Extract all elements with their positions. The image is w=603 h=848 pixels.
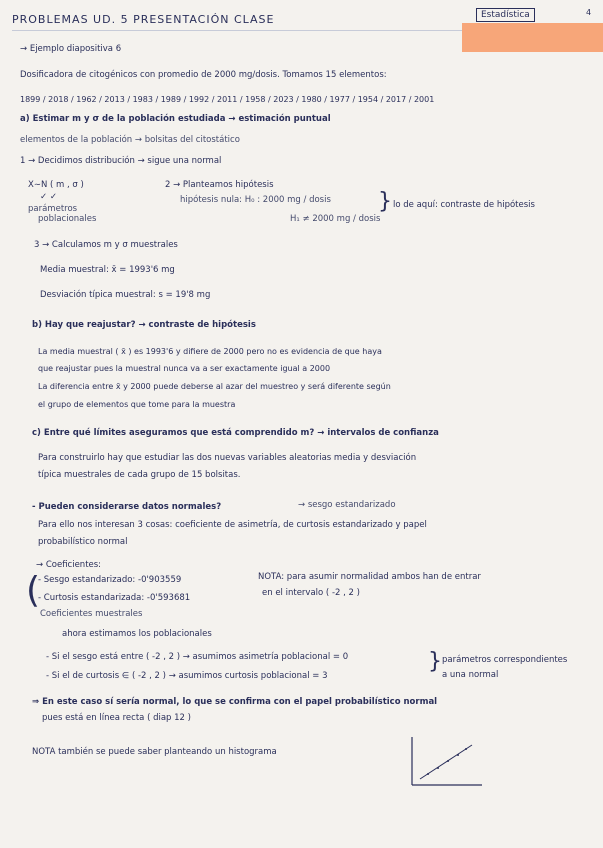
plot-point: [447, 760, 449, 762]
parameters-label: parámetros: [28, 204, 78, 214]
section-b-line-4: el grupo de elementos que tome para la muestra: [38, 400, 236, 409]
page-number: 4: [586, 8, 592, 17]
normality-note: NOTA: para asumir normalidad ambos han de entrar: [258, 572, 481, 582]
normal-parameters-note-2: a una normal: [442, 670, 499, 680]
section-c-heading: c) Entre qué límites aseguramos que está comprendido m? → intervalos de confianza: [32, 428, 439, 438]
section-b-heading: b) Hay que reajustar? → contraste de hipótesis: [32, 320, 256, 330]
subject-tag: Estadística: [476, 8, 535, 22]
conclusion-line-2: pues está en línea recta ( diap 12 ): [42, 713, 191, 723]
histogram-note: NOTA también se puede saber planteando un histograma: [32, 747, 277, 757]
step-3-calculate: 3 → Calculamos m y σ muestrales: [34, 240, 178, 250]
probability-plot-sketch: [402, 733, 484, 791]
step-1-distribution: 1 → Decidimos distribución → sigue una normal: [20, 156, 222, 166]
population-label: poblacionales: [38, 214, 97, 224]
section-b-line-3: La diferencia entre x̄ y 2000 puede deberse al azar del muestreo y será diferente según: [38, 382, 391, 391]
section-c-line-1: Para construirlo hay que estudiar las dos nuevas variables aleatorias media y desviación: [38, 453, 417, 463]
coefficients-brace: (: [26, 570, 41, 611]
sample-std-dev: Desviación típica muestral: s = 19'8 mg: [40, 290, 211, 300]
population-elements-note: elementos de la población → bolsitas del citostático: [20, 135, 240, 145]
skewness-annotation: → sesgo estandarizado: [298, 500, 396, 510]
plot-point: [457, 754, 459, 756]
interval-note: en el intervalo ( -2 , 2 ): [262, 588, 360, 598]
kurtosis-value: - Curtosis estandarizada: -0'593681: [38, 593, 191, 603]
problem-statement: Dosificadora de citogénicos con promedio de 2000 mg/dosis. Tomamos 15 elementos:: [20, 70, 387, 80]
section-a-heading: a) Estimar m y σ de la población estudiada → estimación puntual: [20, 114, 331, 124]
normality-line-2: probabilístico normal: [38, 537, 128, 547]
kurtosis-criterion: - Si el de curtosis ∈ ( -2 , 2 ) → asumimos curtosis poblacional = 3: [46, 671, 328, 681]
section-b-line-1: La media muestral ( x̄ ) es 1993'6 y difiere de 2000 pero no es evidencia de que haya: [38, 347, 382, 356]
criteria-brace: }: [428, 649, 442, 674]
section-b-line-2: que reajustar pues la muestral nunca va a ser exactamente igual a 2000: [38, 364, 331, 373]
header-rule: [12, 30, 462, 31]
sample-coefficients-label: Coeficientes muestrales: [40, 609, 143, 619]
estimate-population-note: ahora estimamos los poblacionales: [62, 629, 212, 639]
step-2-hypotheses: 2 → Planteamos hipótesis: [165, 180, 274, 190]
plot-point: [437, 767, 439, 769]
null-hypothesis: hipótesis nula: H₀ : 2000 mg / dosis: [180, 195, 331, 205]
normal-model: X∼N ( m , σ ): [28, 180, 84, 190]
page-header-title: PROBLEMAS UD. 5 PRESENTACIÓN CLASE: [12, 13, 275, 26]
normality-question: - Pueden considerarse datos normales?: [32, 502, 222, 512]
hypothesis-brace: }: [378, 189, 392, 214]
skewness-criterion: - Si el sesgo está entre ( -2 , 2 ) → asumimos asimetría poblacional = 0: [46, 652, 349, 662]
skewness-value: - Sesgo estandarizado: -0'903559: [38, 575, 182, 585]
coefficients-heading: → Coeficientes:: [36, 560, 102, 570]
data-values: 1899 / 2018 / 1962 / 2013 / 1983 / 1989 / 1992 / 2011 / 1958 / 2023 / 1980 / 1977 / 1954 / 2017 / 2001: [20, 95, 435, 104]
plot-point: [465, 748, 467, 750]
plot-point: [427, 773, 429, 775]
alternative-hypothesis: H₁ ≠ 2000 mg / dosis: [290, 214, 381, 224]
normality-line-1: Para ello nos interesan 3 cosas: coeficiente de asimetría, de curtosis estandarizado y papel: [38, 520, 427, 530]
conclusion-line-1: ⇒ En este caso sí sería normal, lo que se confirma con el papel probabilístico normal: [32, 697, 438, 707]
section-c-line-2: típica muestrales de cada grupo de 15 bolsitas.: [38, 470, 241, 480]
orange-sticky-note: [462, 23, 603, 52]
parameter-checkmarks: ✓ ✓: [40, 192, 57, 202]
hypothesis-contrast-note: lo de aquí: contraste de hipótesis: [393, 200, 535, 210]
normal-parameters-note: parámetros correspondientes: [442, 655, 568, 665]
sample-mean: Media muestral: x̄ = 1993'6 mg: [40, 265, 175, 275]
example-heading: → Ejemplo diapositiva 6: [20, 44, 122, 54]
